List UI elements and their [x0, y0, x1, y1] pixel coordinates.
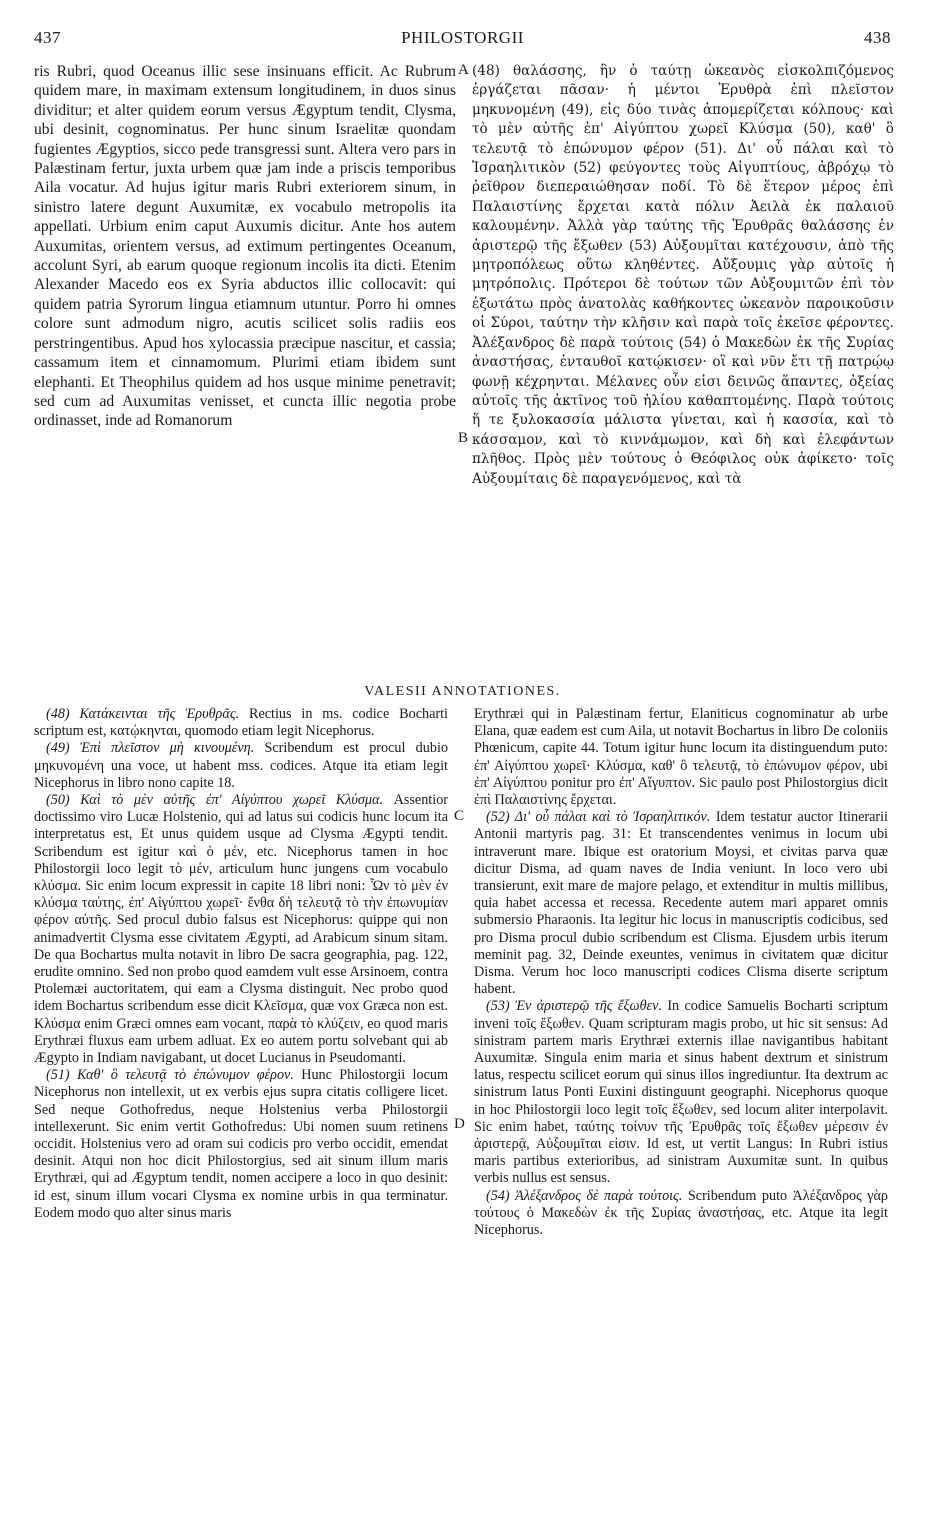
note-lemma: (48) Κατάκεινται τῆς Ἐρυθρᾶς.: [46, 706, 240, 722]
annotations-title: VALESII ANNOTATIONES.: [364, 684, 561, 699]
greek-column: [472, 62, 894, 489]
note-lemma: (54) Ἀλέξανδρος δὲ παρὰ τούτοις.: [486, 1187, 683, 1204]
note-lemma: (50) Καὶ τὸ μὲν αὐτῆς ἐπ' Αἰγύπτου χωρεῖ Κλύσμα.: [46, 792, 384, 809]
page-number-left: 437: [34, 28, 61, 47]
annotation-note: [474, 809, 888, 998]
notes-left-column: [34, 706, 448, 1526]
annotation-note: [474, 1188, 888, 1240]
annotation-note: [34, 1067, 448, 1222]
annotation-note: [34, 792, 448, 1067]
note-text: Rectius in ms. codice Bocharti scriptum est, κατῴκηνται, quomodo etiam legit Nicephorus.: [34, 706, 448, 740]
notes-right-column: [474, 706, 888, 1526]
note-lemma: (52) Δι' οὗ πάλαι καὶ τὸ Ἰσραηλιτικόν.: [486, 809, 711, 826]
running-title: PHILOSTORGII: [401, 28, 524, 47]
note-text: In codice Samuelis Bocharti scriptum inveni τοῖς ἔξωθεν. Quam scripturam magis probo, ut hic sit sensus: Ad sinistram partem maris Erythræi externis illae navigantibus habitant Auxumitæ. Singula enim maria et sinus habent dextrum et sinistrum latus, respectu scilicet eorum qui sinus illos ingrediuntur. Ita dextrum ac sinistrum latus Ponti Euxini distinguunt geographi. Nicephorus quoque in hoc Philostorgii loco legit τοῖς ἔξωθεν, sed locum aliter interpolavit. Sic enim habet, ταύτης τοίνυν τῆς Ἐρυθρᾶς τοῖς ἔξωθεν μέρεσιν ἐν ἀριστερᾷ, Αὐξουμῖται εἰσιν. Id est, ut vertit Langus: In Rubri istius maris partibus exterioribus, ad sinistram Auxumitæ sunt. In quibus verbis nullus est sensus.: [474, 998, 888, 1187]
main-text: [34, 62, 894, 662]
note-text: Scribendum puto Ἀλέξανδρος γὰρ τούτους ὁ Μακεδὼν ἐκ τῆς Συρίας ἀναστήσας, etc. Atque ita legit Nicephorus.: [474, 1187, 888, 1239]
page-number-right: 438: [864, 28, 891, 47]
greek-paragraph: (48) θαλάσσης, ἣν ὁ ταύτῃ ὠκεανὸς εἰσκολπιζόμενος ἐργάζεται πᾶσαν· ἡ μέντοι Ἐρυθρὰ ἐπὶ πλεῖστον μηκυνομένη (49), εἰς δύο τινὰς ἀπομερίζεται κόλπους· καὶ τὸ μὲν αὐτῆς ἐπ' Αἰγύπτου χωρεῖ Κλύσμα (50), καθ' ὃ τελευτᾷ τὸ ἐπώνυμον φέρον (51). Δι' οὗ πάλαι καὶ τὸ Ἰσραηλιτικὸν (52) φεύγοντες τοὺς Αἰγυπτίους, ἀβρόχῳ τὸ ῥεῖθρον διεπεραιώθησαν ποδί. Τὸ δὲ ἕτερον μέρος ἐπὶ Παλαιστίνης ἔρχεται κατὰ πόλιν Ἀειλὰ ἐκ παλαιοῦ καλουμένην. Ἀλλὰ γὰρ ταύτης τῆς Ἐρυθρᾶς θαλάσσης ἐν ἀριστερῷ τῆς ἔξωθεν (53) Αὐξουμῖται κατέχουσιν, ἀπὸ τῆς μητροπόλεως οὕτω κληθέντες. Αὔξουμις γὰρ αὐτοῖς ἡ μητρόπολις. Πρότεροι δὲ τούτων τῶν Αὐξουμιτῶν ἐπὶ τὸν ἐξωτάτω πρὸς ἀνατολὰς καθήκοντες ὠκεανὸν παροικοῦσιν οἱ Σύροι, ταύτην τὴν κλῆσιν καὶ παρὰ τοῖς ἐκεῖσε φέροντες. Ἀλέξανδρος δὲ παρὰ τούτοις (54) ὁ Μακεδὼν ἐκ τῆς Συρίας ἀναστήσας, ἐνταυθοῖ κατῴκισεν· οἳ καὶ νῦν ἔτι τῇ πατρῴῳ φωνῇ κέχρηνται. Μέλανες οὖν εἰσι δεινῶς ἅπαντες, ὀξείας αὐτοῖς τῆς ἀκτῖνος τοῦ ἡλίου καθαπτομένης. Παρὰ τούτοις ἥ τε ξυλοκασσία μάλιστα γίνεται, καὶ ἡ κασσία, καὶ τὸ κάσσαμον, καὶ τὸ κιννάμωμον, καὶ δὴ καὶ ἐλεφάντων πλῆθος. Πρὸς μὲν τούτους ὁ Θεόφιλος οὐκ ἀφίκετο· τοῖς Αὐξουμίταις δὲ παραγενόμενος, καὶ τὰ: [472, 63, 894, 487]
note-text: Idem testatur auctor Itinerarii Antonii martyris pag. 31: Et transcendentes venimus in locum ubi intraverunt mare. Ibique est oratorium Moysi, et civitas parva quæ dicitur Disma, ad quam naves de India veniunt. In loco vero ubi transierunt, exit mare de majore pelago, et extenditur in multis millibus, quia habet accessa et recessa. Recedente autem mari apparet omnis submersio Pharaonis. Ita legitur hic locus in manuscriptis codicibus, sed pro Disma procul dubio scribendum est Clisma. Ejusdem urbis iterum meminit pag. 32, Deinde exeuntes, venimus in civitatem quæ dicitur Disma. Verum hoc loco manuscripti codices Clisma diserte scriptum habent.: [474, 809, 888, 998]
page-header: [34, 28, 891, 56]
note-lemma: (49) Ἐπὶ πλεῖστον μὴ κινουμένη.: [46, 740, 255, 757]
note-text: Assentior doctissimo viro Lucæ Holstenio, qui ad latus sui codicis hunc locum ita interpretatus est, Et unus quidem usque ad Clysma Ægypti tendit. Scribendum est igitur καὶ ὁ μέν, etc. Nicephorus tamen in hoc Philostorgii loco legit τὸ μέν, articulum hunc jungens cum vocabulo κλύσμα. Sic enim locum expressit in capite 18 libri noni: Ὧν τὸ μὲν ἐν κλύσμα ταύτης, ἐπ' Αἰγύπτου χωρεῖ· ἔνθα δὴ τελευτᾷ τὸ τὴν ἐπωνυμίαν φέρον αὐτῆς. Sed procul dubio falsus est Nicephorus: quippe qui non animadvertit Clysma esse civitatem Ægypti, ad Arabicum sinum sitam. De qua Bochartus multa notavit in libro De sacra geographia, pag. 122, erudite omnino. Sed non probo quod eamdem vult esse Arsinoem, contra Ptolemæi auctoritatem, qui eam a Clysma distinguit. Nec probo quod idem Bochartus scribendum esse dicit Κλεῖσμα, quæ vox Græca non est. Κλύσμα enim Græci omnes eam vocant, παρὰ τὸ κλύζειν, eo quod maris Erythræi fluxus eam urbem adluat. Ex eo autem portu solvebant qui ab Ægypto in Indiam navigabant, ut docet Lucianus in Pseudomanti.: [34, 792, 448, 1067]
annotations: [34, 706, 891, 1526]
note-lemma: (51) Καθ' ὃ τελευτᾷ τὸ ἐπώνυμον φέρον.: [46, 1067, 294, 1084]
latin-column: [34, 62, 456, 431]
note-lemma: (53) Ἐν ἀριστερῷ τῆς ἔξωθεν.: [486, 998, 662, 1015]
margin-marker-d: D: [454, 1116, 465, 1132]
annotation-note: [474, 706, 888, 809]
latin-paragraph: ris Rubri, quod Oceanus illic sese insinuans efficit. Ac Rubrum quidem mare, in maximam extensum longitudinem, in duos sinus dividitur; et alter quidem eorum versus Ægyptum tendit, Clysma, ubi desinit, cognominatus. Per hunc sinum Israelitæ quondam fugientes Ægyptios, sicco pede transgressi sunt. Altera vero pars in Palæstinam fertur, juxta urbem quæ jam inde a priscis temporibus Aila vocatur. Ad hujus igitur maris Rubri exteriorem sinum, in sinistro latere degunt Auxumitæ, ex vocabulo metropolis ita appellati. Urbium enim caput Auxumis dicitur. Ante hos autem Auxumitas, orientem versus, ad extimum pertingentes Oceanum, accolunt Syri, ab earum quoque regionum incolis ita dicti. Etenim Alexander Macedo eos ex Syria abductos illic collocavit: qui quidem patria Syrorum lingua etiamnum utuntur. Porro hi omnes colore sunt admodum nigro, acutis scilicet solis radiis eos perstringentibus. Apud hos xylocassia præcipue nascitur, et cassia; cassamum item et cinnamomum. Plurimi etiam ibidem sunt elephanti. Et Theophilus quidem ad hos usque minime penetravit; sed cum ad Auxumitas venisset, et cuncta illic negotia probe ordinasset, inde ad Romanorum: [34, 63, 456, 430]
note-text: Hunc Philostorgii locum Nicephorus non intellexit, ut ex verbis ejus supra citatis colligere licet. Sed neque Gothofredus, neque Holstenius verba Philostorgii intellexerunt. Sic enim vertit Gothofredus: Ubi nomen suum retinens occidit. Holstenius vero ad oram sui codicis pro verbo occidit, emendat desinit. Atqui non hoc dicit Philostorgius, sed ait sinum illum maris Erythræi, qui ad Ægyptum tendit, nomen accipere a loco in quo desinit: id est, sinum illum vocari Clysma ex nomine urbis in qua terminatur. Eodem modo quo alter sinus maris: [34, 1067, 448, 1221]
margin-marker-a: A: [458, 62, 469, 78]
annotation-note: [474, 998, 888, 1187]
margin-marker-c: C: [454, 808, 465, 824]
note-text: Scribendum est procul dubio μηκυνομένη una voce, ut habent mss. codices. Atque ita etiam legit Nicephorus in libro nono capite 18.: [34, 740, 448, 791]
annotation-note: [34, 740, 448, 792]
annotation-note: [34, 706, 448, 740]
note-text: Erythræi qui in Palæstinam fertur, Elaniticus cognominatur ab urbe Elana, quæ eadem est cum Aila, ut notavit Bochartus in libro De coloniis Phœnicum, capite 44. Totum igitur hunc locum ita distinguendum puto: ἐπ' Αἰγύπτου χωρεῖ· Κλύσμα, καθ' ὃ τελευτᾷ, τὸ ἐπώνυμον φέρον, ubi ἐπ' Αἰγύπτου ponitur pro ἐπ' Αἴγυπτον. Sic paulo post Philostorgius dicit ἐπὶ Παλαιστίνης ἔρχεται.: [474, 706, 888, 809]
margin-marker-b: B: [458, 430, 469, 446]
